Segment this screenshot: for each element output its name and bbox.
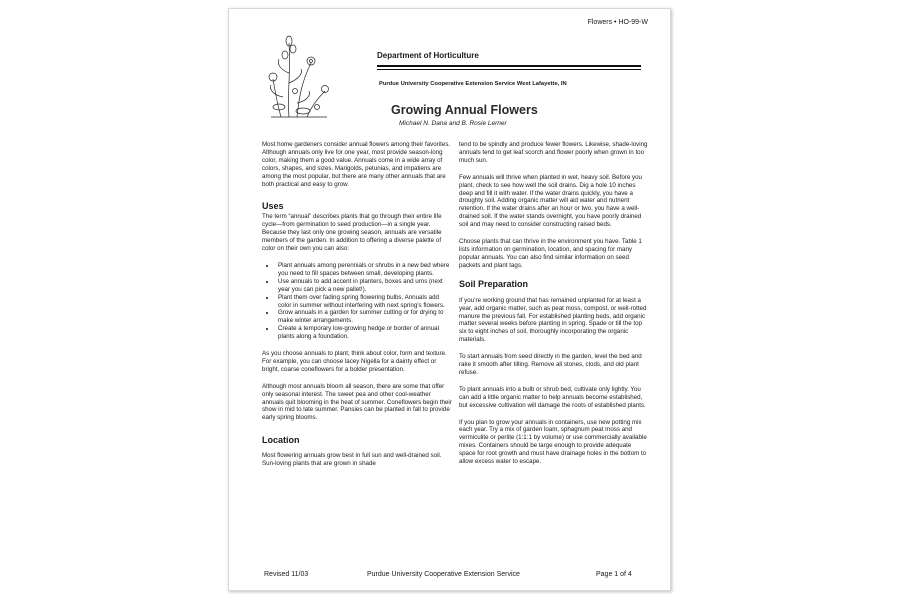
- footer-revised: Revised 11/03: [264, 571, 309, 578]
- right-column: [459, 141, 649, 475]
- intro-paragraph: Most home gardeners consider annual flowers among their favorites. Although annuals only live for one year, most provide season-long color, making them a good value. Annuals come in a wide array of colors, shapes, and sizes. Marigolds, petunias, and impatiens are among the most popular, but there are many other annuals that are both practical and easy to grow.: [262, 141, 451, 188]
- soil-paragraph-2: To start annuals from seed directly in the garden, level the bed and rake it smooth after tilling. Remove all stones, clods, and old plant refuse.: [459, 353, 642, 376]
- continued-paragraph: tend to be spindly and produce fewer flowers. Likewise, shade-loving annuals tend to get leaf scorch and flower poorly when grown in too much sun.: [459, 141, 648, 164]
- uses-paragraph: The term “annual” describes plants that go through their entire life cycle—from germination to seed production—in a single year. Because they last only one growing season, annuals are versatile members of the garden. In addition to offering a diverse palette of color on their own you can also:: [262, 213, 442, 253]
- soil-paragraph-3: To plant annuals into a bulb or shrub bed, cultivate only lightly. You can add a little organic matter to help annuals become established, but excessive cultivation will damage the roots of established plants.: [459, 385, 646, 409]
- wet-soil-paragraph: Few annuals will thrive when planted in wet, heavy soil. Before you plant, check to see how well the soil drains. Dig a hole 10 inches deep and fill it with water. If the water drains quickly, you have a droughty soil. Adding organic matter will aid water and nutrient retention. If the water drains after an hour or two, you have a well-drained soil. If the water stands overnight, you have poorly drained soil and may need to consider constructing raised beds.: [459, 173, 642, 229]
- soil-paragraph-1: If you’re working ground that has remained unplanted for at least a year, add organic matter, such as peat moss, compost, or well-rotted manure the previous fall. For established planting beds, add organic matter several weeks before planting in spring. Spade or till the top six to eight inches of soil, thoroughly incorporating the organic materials.: [459, 296, 647, 344]
- uses-list: [262, 262, 454, 341]
- document-title: Growing Annual Flowers: [391, 103, 538, 117]
- flower-illustration-icon: [267, 33, 331, 119]
- left-column: [262, 141, 454, 477]
- bloom-paragraph: Although most annuals bloom all season, there are some that offer only seasonal interest. The sweet pea and other cool-weather annuals quit blooming in the heat of summer. Coneflowers begin their show in mid to late summer. Pansies can be planted in fall to provide early spring blooms.: [262, 382, 452, 422]
- footer-page-number: Page 1 of 4: [596, 571, 632, 578]
- choose-paragraph: As you choose annuals to plant, think about color, form and texture. For example, you can choose lacey Nigella for a dainty effect or bright, coarse coneflowers for a bolder presentation.: [262, 350, 447, 373]
- header-rule: [377, 65, 641, 67]
- list-item: • Grow annuals in a garden for summer cutting or for drying to make winter arrangements.: [276, 309, 454, 325]
- doc-code: Flowers • HO-99-W: [587, 19, 648, 26]
- footer-center: Purdue University Cooperative Extension Service: [367, 571, 520, 578]
- authors: Michael N. Dana and B. Rosie Lerner: [399, 120, 507, 127]
- environment-paragraph: Choose plants that can thrive in the environment you have. Table 1 lists information on germination, location, and spacing for many popular annuals. You can also find similar information on seed packets and plant tags.: [459, 238, 642, 269]
- list-item: • Plant annuals among perennials or shrubs in a new bed where you need to fill spaces between small, developing plants.: [276, 262, 454, 278]
- department-name: Department of Horticulture: [377, 51, 479, 60]
- header-rule-thin: [377, 69, 641, 70]
- location-paragraph: Most flowering annuals grow best in full sun and well-drained soil. Sun-loving plants that are grown in shade: [262, 452, 442, 468]
- extension-service-line: Purdue University Cooperative Extension Service West Lafayette, IN: [379, 81, 567, 87]
- uses-heading: Uses: [262, 201, 284, 212]
- document-page: [228, 8, 671, 591]
- soil-paragraph-4: If you plan to grow your annuals in containers, use new potting mix each year. Try a mix of garden loam, sphagnum peat moss and vermiculite or perlite (1:1:1 by volume) or use commercially available mixes. Containers should be large enough to provide adequate space for root growth and must have drainage holes in the bottom to allow excess water to escape.: [459, 418, 647, 466]
- list-item: • Plant them over fading spring flowering bulbs. Annuals add color in summer without interfering with next spring’s flowers.: [276, 294, 454, 310]
- soil-preparation-heading: Soil Preparation: [459, 278, 529, 289]
- list-item: • Create a temporary low-growing hedge or border of annual plants along a foundation.: [276, 325, 454, 341]
- location-heading: Location: [262, 435, 300, 446]
- list-item: • Use annuals to add accent in planters, boxes and urns (next year you can pick a new pallet!).: [276, 278, 454, 294]
